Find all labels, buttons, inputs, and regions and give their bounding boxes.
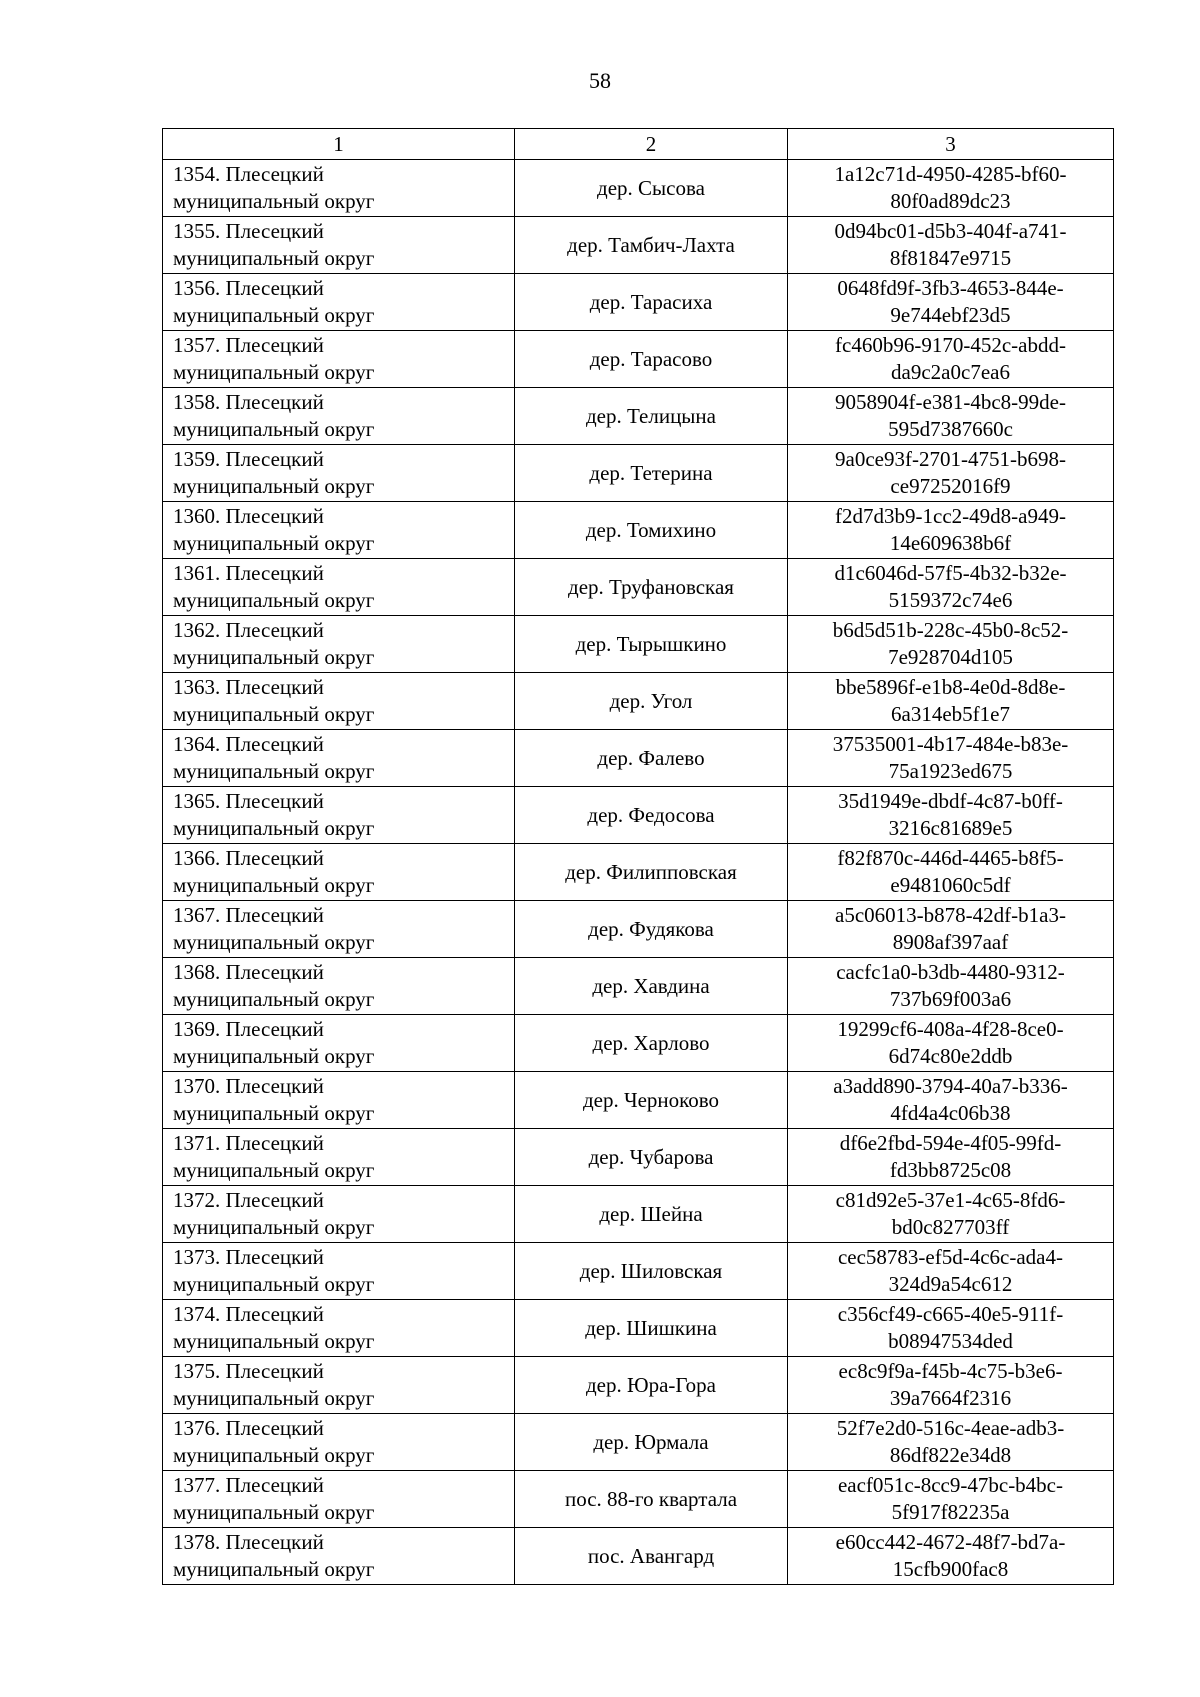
district-type: муниципальный округ bbox=[173, 474, 375, 498]
locality-name: дер. Черноково bbox=[582, 1087, 720, 1112]
district-name: Плесецкий bbox=[225, 333, 324, 357]
district-type: муниципальный округ bbox=[173, 246, 375, 270]
guid-line-1: a5c06013-b878-42df-b1a3- bbox=[835, 903, 1066, 927]
district-name: Плесецкий bbox=[225, 504, 324, 528]
guid-line-2: 15cfb900fac8 bbox=[892, 1557, 1009, 1581]
district-line-1 bbox=[173, 218, 514, 245]
guid-cell bbox=[788, 502, 1114, 559]
district-cell bbox=[163, 502, 515, 559]
district-cell bbox=[163, 331, 515, 388]
district-line-1 bbox=[173, 1187, 514, 1214]
table-row bbox=[163, 1528, 1114, 1585]
district-line-1 bbox=[173, 902, 514, 929]
district-type: муниципальный округ bbox=[173, 303, 375, 327]
guid-line-1: a3add890-3794-40a7-b336- bbox=[833, 1074, 1068, 1098]
guid-cell bbox=[788, 559, 1114, 616]
guid-line-2: 7e928704d105 bbox=[888, 645, 1013, 669]
locality-cell bbox=[515, 1186, 788, 1243]
district-name: Плесецкий bbox=[225, 960, 324, 984]
locality-cell bbox=[515, 787, 788, 844]
guid-cell bbox=[788, 1528, 1114, 1585]
district-name: Плесецкий bbox=[225, 846, 324, 870]
district-cell bbox=[163, 1357, 515, 1414]
row-number: 1356. bbox=[173, 276, 221, 300]
locality-name: дер. Тарасово bbox=[589, 346, 713, 371]
guid-cell bbox=[788, 901, 1114, 958]
guid-line-2: 595d7387660c bbox=[888, 417, 1013, 441]
district-name: Плесецкий bbox=[225, 1302, 324, 1326]
locality-cell bbox=[515, 331, 788, 388]
district-cell bbox=[163, 958, 515, 1015]
row-number: 1363. bbox=[173, 675, 221, 699]
table-row bbox=[163, 1300, 1114, 1357]
guid-line-2: 80f0ad89dc23 bbox=[890, 189, 1011, 213]
page-number: 58 bbox=[589, 68, 611, 93]
locality-name: дер. Юрмала bbox=[593, 1429, 709, 1454]
table-row bbox=[163, 445, 1114, 502]
district-name: Плесецкий bbox=[225, 1359, 324, 1383]
guid-cell bbox=[788, 1015, 1114, 1072]
district-type: муниципальный округ bbox=[173, 1044, 375, 1068]
row-number: 1364. bbox=[173, 732, 221, 756]
district-line-1 bbox=[173, 1073, 514, 1100]
locality-name: дер. Шишкина bbox=[585, 1315, 717, 1340]
locality-cell bbox=[515, 730, 788, 787]
table-row bbox=[163, 559, 1114, 616]
district-type: муниципальный округ bbox=[173, 1443, 375, 1467]
district-type: муниципальный округ bbox=[173, 360, 375, 384]
district-type: муниципальный округ bbox=[173, 1101, 375, 1125]
guid-line-2: 75a1923ed675 bbox=[888, 759, 1013, 783]
district-type: муниципальный округ bbox=[173, 588, 375, 612]
guid-cell bbox=[788, 673, 1114, 730]
district-type: муниципальный округ bbox=[173, 1329, 375, 1353]
district-line-1 bbox=[173, 1472, 514, 1499]
locality-name: дер. Шиловская bbox=[579, 1258, 723, 1283]
locality-name: дер. Угол bbox=[609, 688, 693, 713]
district-type: муниципальный округ bbox=[173, 189, 375, 213]
guid-cell bbox=[788, 160, 1114, 217]
district-type: муниципальный округ bbox=[173, 987, 375, 1011]
guid-line-1: cec58783-ef5d-4c6c-ada4- bbox=[837, 1245, 1064, 1269]
guid-line-1: 37535001-4b17-484e-b83e- bbox=[832, 732, 1069, 756]
district-line-1 bbox=[173, 1016, 514, 1043]
guid-line-1: 0648fd9f-3fb3-4653-844e- bbox=[837, 276, 1064, 300]
table-row bbox=[163, 1243, 1114, 1300]
row-number: 1355. bbox=[173, 219, 221, 243]
column-header-3: 3 bbox=[788, 129, 1114, 160]
table-row bbox=[163, 958, 1114, 1015]
row-number: 1365. bbox=[173, 789, 221, 813]
locality-name: дер. Чубарова bbox=[588, 1144, 714, 1169]
column-header-1: 1 bbox=[163, 129, 515, 160]
district-type: муниципальный округ bbox=[173, 759, 375, 783]
district-type: муниципальный округ bbox=[173, 531, 375, 555]
locality-name: дер. Филипповская bbox=[565, 859, 737, 884]
district-type: муниципальный округ bbox=[173, 417, 375, 441]
district-cell bbox=[163, 730, 515, 787]
table-row bbox=[163, 1414, 1114, 1471]
locality-name: дер. Телицына bbox=[586, 403, 716, 428]
table-row bbox=[163, 217, 1114, 274]
guid-line-2: 6d74c80e2ddb bbox=[888, 1044, 1013, 1068]
district-type: муниципальный округ bbox=[173, 873, 375, 897]
locality-cell bbox=[515, 217, 788, 274]
guid-cell bbox=[788, 445, 1114, 502]
table-row bbox=[163, 388, 1114, 445]
locality-name: дер. Хавдина bbox=[592, 973, 710, 998]
district-type: муниципальный округ bbox=[173, 930, 375, 954]
district-line-1 bbox=[173, 275, 514, 302]
row-number: 1366. bbox=[173, 846, 221, 870]
district-cell bbox=[163, 1186, 515, 1243]
district-name: Плесецкий bbox=[225, 675, 324, 699]
district-cell bbox=[163, 787, 515, 844]
locality-name: дер. Харлово bbox=[592, 1030, 710, 1055]
table-row bbox=[163, 1357, 1114, 1414]
column-header-2: 2 bbox=[515, 129, 788, 160]
locality-cell bbox=[515, 1015, 788, 1072]
guid-line-2: 9e744ebf23d5 bbox=[890, 303, 1011, 327]
guid-line-2: 86df822e34d8 bbox=[889, 1443, 1012, 1467]
locality-name: дер. Сысова bbox=[597, 175, 705, 200]
guid-cell bbox=[788, 844, 1114, 901]
locality-cell bbox=[515, 445, 788, 502]
row-number: 1374. bbox=[173, 1302, 221, 1326]
guid-line-1: e60cc442-4672-48f7-bd7a- bbox=[835, 1530, 1066, 1554]
locality-name: дер. Тарасиха bbox=[589, 289, 713, 314]
guid-line-1: ec8c9f9a-f45b-4c75-b3e6- bbox=[838, 1359, 1063, 1383]
district-line-1 bbox=[173, 617, 514, 644]
guid-line-1: f82f870c-446d-4465-b8f5- bbox=[837, 846, 1064, 870]
row-number: 1362. bbox=[173, 618, 221, 642]
guid-line-2: ce97252016f9 bbox=[890, 474, 1011, 498]
locality-name: дер. Шейна bbox=[599, 1201, 703, 1226]
district-line-1 bbox=[173, 389, 514, 416]
locality-name: пос. 88-го квартала bbox=[564, 1486, 738, 1511]
district-line-1 bbox=[173, 1415, 514, 1442]
guid-line-1: c81d92e5-37e1-4c65-8fd6- bbox=[835, 1188, 1066, 1212]
locality-name: дер. Юра-Гора bbox=[585, 1372, 717, 1397]
district-name: Плесецкий bbox=[225, 390, 324, 414]
district-name: Плесецкий bbox=[225, 1245, 324, 1269]
district-name: Плесецкий bbox=[225, 1530, 324, 1554]
row-number: 1354. bbox=[173, 162, 221, 186]
guid-cell bbox=[788, 958, 1114, 1015]
guid-line-2: 737b69f003a6 bbox=[889, 987, 1012, 1011]
locality-name: дер. Тырышкино bbox=[575, 631, 727, 656]
guid-cell bbox=[788, 331, 1114, 388]
district-cell bbox=[163, 1243, 515, 1300]
district-cell bbox=[163, 1072, 515, 1129]
table-row bbox=[163, 1015, 1114, 1072]
guid-line-2: 5159372c74e6 bbox=[888, 588, 1013, 612]
district-cell bbox=[163, 160, 515, 217]
district-type: муниципальный округ bbox=[173, 1272, 375, 1296]
district-cell bbox=[163, 559, 515, 616]
guid-line-1: df6e2fbd-594e-4f05-99fd- bbox=[839, 1131, 1062, 1155]
table-row bbox=[163, 673, 1114, 730]
guid-line-1: b6d5d51b-228c-45b0-8c52- bbox=[832, 618, 1069, 642]
header-row bbox=[163, 129, 1114, 160]
guid-line-1: fc460b96-9170-452c-abdd- bbox=[835, 333, 1066, 357]
guid-cell bbox=[788, 1414, 1114, 1471]
table-body bbox=[163, 160, 1114, 1585]
table-row bbox=[163, 1186, 1114, 1243]
district-cell bbox=[163, 1300, 515, 1357]
district-name: Плесецкий bbox=[225, 618, 324, 642]
guid-line-1: 1a12c71d-4950-4285-bf60- bbox=[834, 162, 1067, 186]
table-row bbox=[163, 160, 1114, 217]
district-name: Плесецкий bbox=[225, 447, 324, 471]
guid-line-1: 19299cf6-408a-4f28-8ce0- bbox=[837, 1017, 1064, 1041]
district-name: Плесецкий bbox=[225, 732, 324, 756]
district-name: Плесецкий bbox=[225, 1188, 324, 1212]
district-cell bbox=[163, 673, 515, 730]
district-cell bbox=[163, 1471, 515, 1528]
row-number: 1360. bbox=[173, 504, 221, 528]
guid-line-2: bd0c827703ff bbox=[891, 1215, 1010, 1239]
guid-line-1: d1c6046d-57f5-4b32-b32e- bbox=[834, 561, 1067, 585]
district-line-1 bbox=[173, 959, 514, 986]
district-line-1 bbox=[173, 845, 514, 872]
locality-name: дер. Труфановская bbox=[568, 574, 734, 599]
guid-line-1: f2d7d3b9-1cc2-49d8-a949- bbox=[835, 504, 1066, 528]
guid-cell bbox=[788, 1471, 1114, 1528]
district-cell bbox=[163, 1528, 515, 1585]
locality-cell bbox=[515, 160, 788, 217]
locality-cell bbox=[515, 274, 788, 331]
row-number: 1369. bbox=[173, 1017, 221, 1041]
guid-line-1: bbe5896f-e1b8-4e0d-8d8e- bbox=[835, 675, 1066, 699]
row-number: 1361. bbox=[173, 561, 221, 585]
district-name: Плесецкий bbox=[225, 1416, 324, 1440]
guid-cell bbox=[788, 730, 1114, 787]
guid-line-2: 4fd4a4c06b38 bbox=[890, 1101, 1011, 1125]
district-name: Плесецкий bbox=[225, 162, 324, 186]
row-number: 1376. bbox=[173, 1416, 221, 1440]
locality-name: пос. Авангард bbox=[587, 1543, 715, 1568]
district-line-1 bbox=[173, 161, 514, 188]
district-cell bbox=[163, 1129, 515, 1186]
district-name: Плесецкий bbox=[225, 903, 324, 927]
district-cell bbox=[163, 844, 515, 901]
locality-name: дер. Тамбич-Лахта bbox=[567, 232, 735, 257]
district-line-1 bbox=[173, 332, 514, 359]
guid-cell bbox=[788, 1129, 1114, 1186]
locality-cell bbox=[515, 673, 788, 730]
locality-cell bbox=[515, 1072, 788, 1129]
guid-cell bbox=[788, 217, 1114, 274]
district-type: муниципальный округ bbox=[173, 1158, 375, 1182]
district-line-1 bbox=[173, 1130, 514, 1157]
guid-line-2: 6a314eb5f1e7 bbox=[891, 702, 1010, 726]
district-name: Плесецкий bbox=[225, 789, 324, 813]
district-line-1 bbox=[173, 446, 514, 473]
district-name: Плесецкий bbox=[225, 561, 324, 585]
guid-line-2: 8f81847e9715 bbox=[889, 246, 1012, 270]
district-type: муниципальный округ bbox=[173, 1215, 375, 1239]
locality-cell bbox=[515, 1528, 788, 1585]
district-line-1 bbox=[173, 560, 514, 587]
table-row bbox=[163, 502, 1114, 559]
district-line-1 bbox=[173, 1358, 514, 1385]
guid-line-1: 9a0ce93f-2701-4751-b698- bbox=[835, 447, 1066, 471]
guid-line-2: da9c2a0c7ea6 bbox=[891, 360, 1010, 384]
locality-cell bbox=[515, 559, 788, 616]
guid-line-2: 324d9a54c612 bbox=[888, 1272, 1013, 1296]
guid-line-1: cacfc1a0-b3db-4480-9312- bbox=[836, 960, 1065, 984]
locality-cell bbox=[515, 901, 788, 958]
locality-cell bbox=[515, 1243, 788, 1300]
district-type: муниципальный округ bbox=[173, 1386, 375, 1410]
district-name: Плесецкий bbox=[225, 1074, 324, 1098]
row-number: 1359. bbox=[173, 447, 221, 471]
guid-cell bbox=[788, 1243, 1114, 1300]
guid-line-2: 8908af397aaf bbox=[892, 930, 1009, 954]
guid-line-1: 9058904f-e381-4bc8-99de- bbox=[835, 390, 1066, 414]
district-type: муниципальный округ bbox=[173, 1500, 375, 1524]
row-number: 1367. bbox=[173, 903, 221, 927]
row-number: 1375. bbox=[173, 1359, 221, 1383]
table-row bbox=[163, 331, 1114, 388]
table-row bbox=[163, 730, 1114, 787]
guid-line-2: 5f917f82235a bbox=[891, 1500, 1010, 1524]
district-cell bbox=[163, 1015, 515, 1072]
district-line-1 bbox=[173, 503, 514, 530]
district-type: муниципальный округ bbox=[173, 645, 375, 669]
locality-cell bbox=[515, 1357, 788, 1414]
table-header bbox=[163, 129, 1114, 160]
district-line-1 bbox=[173, 1244, 514, 1271]
table-row bbox=[163, 844, 1114, 901]
row-number: 1372. bbox=[173, 1188, 221, 1212]
row-number: 1357. bbox=[173, 333, 221, 357]
table-row bbox=[163, 1471, 1114, 1528]
district-line-1 bbox=[173, 1301, 514, 1328]
locality-cell bbox=[515, 616, 788, 673]
locality-cell bbox=[515, 844, 788, 901]
district-type: муниципальный округ bbox=[173, 816, 375, 840]
guid-line-2: b08947534ded bbox=[888, 1329, 1013, 1353]
table-row bbox=[163, 274, 1114, 331]
guid-cell bbox=[788, 1072, 1114, 1129]
guid-line-2: e9481060c5df bbox=[890, 873, 1011, 897]
locality-cell bbox=[515, 502, 788, 559]
district-name: Плесецкий bbox=[225, 1017, 324, 1041]
row-number: 1378. bbox=[173, 1530, 221, 1554]
guid-line-1: 52f7e2d0-516c-4eae-adb3- bbox=[836, 1416, 1065, 1440]
district-cell bbox=[163, 616, 515, 673]
district-name: Плесецкий bbox=[225, 276, 324, 300]
locality-cell bbox=[515, 1414, 788, 1471]
locality-name: дер. Федосова bbox=[587, 802, 715, 827]
locality-cell bbox=[515, 958, 788, 1015]
locality-cell bbox=[515, 1300, 788, 1357]
table-row bbox=[163, 1072, 1114, 1129]
row-number: 1368. bbox=[173, 960, 221, 984]
locality-name: дер. Тетерина bbox=[589, 460, 713, 485]
district-line-1 bbox=[173, 731, 514, 758]
district-name: Плесецкий bbox=[225, 1131, 324, 1155]
guid-line-2: 14e609638b6f bbox=[889, 531, 1012, 555]
guid-line-2: 39a7664f2316 bbox=[889, 1386, 1012, 1410]
district-line-1 bbox=[173, 1529, 514, 1556]
district-cell bbox=[163, 901, 515, 958]
district-cell bbox=[163, 217, 515, 274]
district-cell bbox=[163, 274, 515, 331]
district-name: Плесецкий bbox=[225, 219, 324, 243]
table-row bbox=[163, 787, 1114, 844]
locality-cell bbox=[515, 388, 788, 445]
locality-name: дер. Томихино bbox=[585, 517, 717, 542]
guid-cell bbox=[788, 1300, 1114, 1357]
locality-name: дер. Фалево bbox=[597, 745, 705, 770]
row-number: 1371. bbox=[173, 1131, 221, 1155]
table-row bbox=[163, 1129, 1114, 1186]
locality-cell bbox=[515, 1129, 788, 1186]
guid-cell bbox=[788, 1357, 1114, 1414]
guid-line-1: eacf051c-8cc9-47bc-b4bc- bbox=[837, 1473, 1064, 1497]
guid-cell bbox=[788, 388, 1114, 445]
guid-line-1: 0d94bc01-d5b3-404f-a741- bbox=[834, 219, 1067, 243]
district-cell bbox=[163, 445, 515, 502]
guid-cell bbox=[788, 1186, 1114, 1243]
table-row bbox=[163, 616, 1114, 673]
row-number: 1377. bbox=[173, 1473, 221, 1497]
table-row bbox=[163, 901, 1114, 958]
locality-name: дер. Фудякова bbox=[588, 916, 714, 941]
guid-cell bbox=[788, 274, 1114, 331]
guid-line-2: 3216c81689e5 bbox=[888, 816, 1013, 840]
district-line-1 bbox=[173, 788, 514, 815]
guid-line-1: c356cf49-c665-40e5-911f- bbox=[837, 1302, 1064, 1326]
district-type: муниципальный округ bbox=[173, 1557, 375, 1581]
district-cell bbox=[163, 1414, 515, 1471]
guid-line-1: 35d1949e-dbdf-4c87-b0ff- bbox=[838, 789, 1063, 813]
locality-cell bbox=[515, 1471, 788, 1528]
row-number: 1373. bbox=[173, 1245, 221, 1269]
row-number: 1370. bbox=[173, 1074, 221, 1098]
guid-line-2: fd3bb8725c08 bbox=[889, 1158, 1012, 1182]
guid-cell bbox=[788, 616, 1114, 673]
district-line-1 bbox=[173, 674, 514, 701]
district-type: муниципальный округ bbox=[173, 702, 375, 726]
row-number: 1358. bbox=[173, 390, 221, 414]
district-cell bbox=[163, 388, 515, 445]
district-name: Плесецкий bbox=[225, 1473, 324, 1497]
guid-cell bbox=[788, 787, 1114, 844]
registry-table bbox=[162, 128, 1114, 1585]
